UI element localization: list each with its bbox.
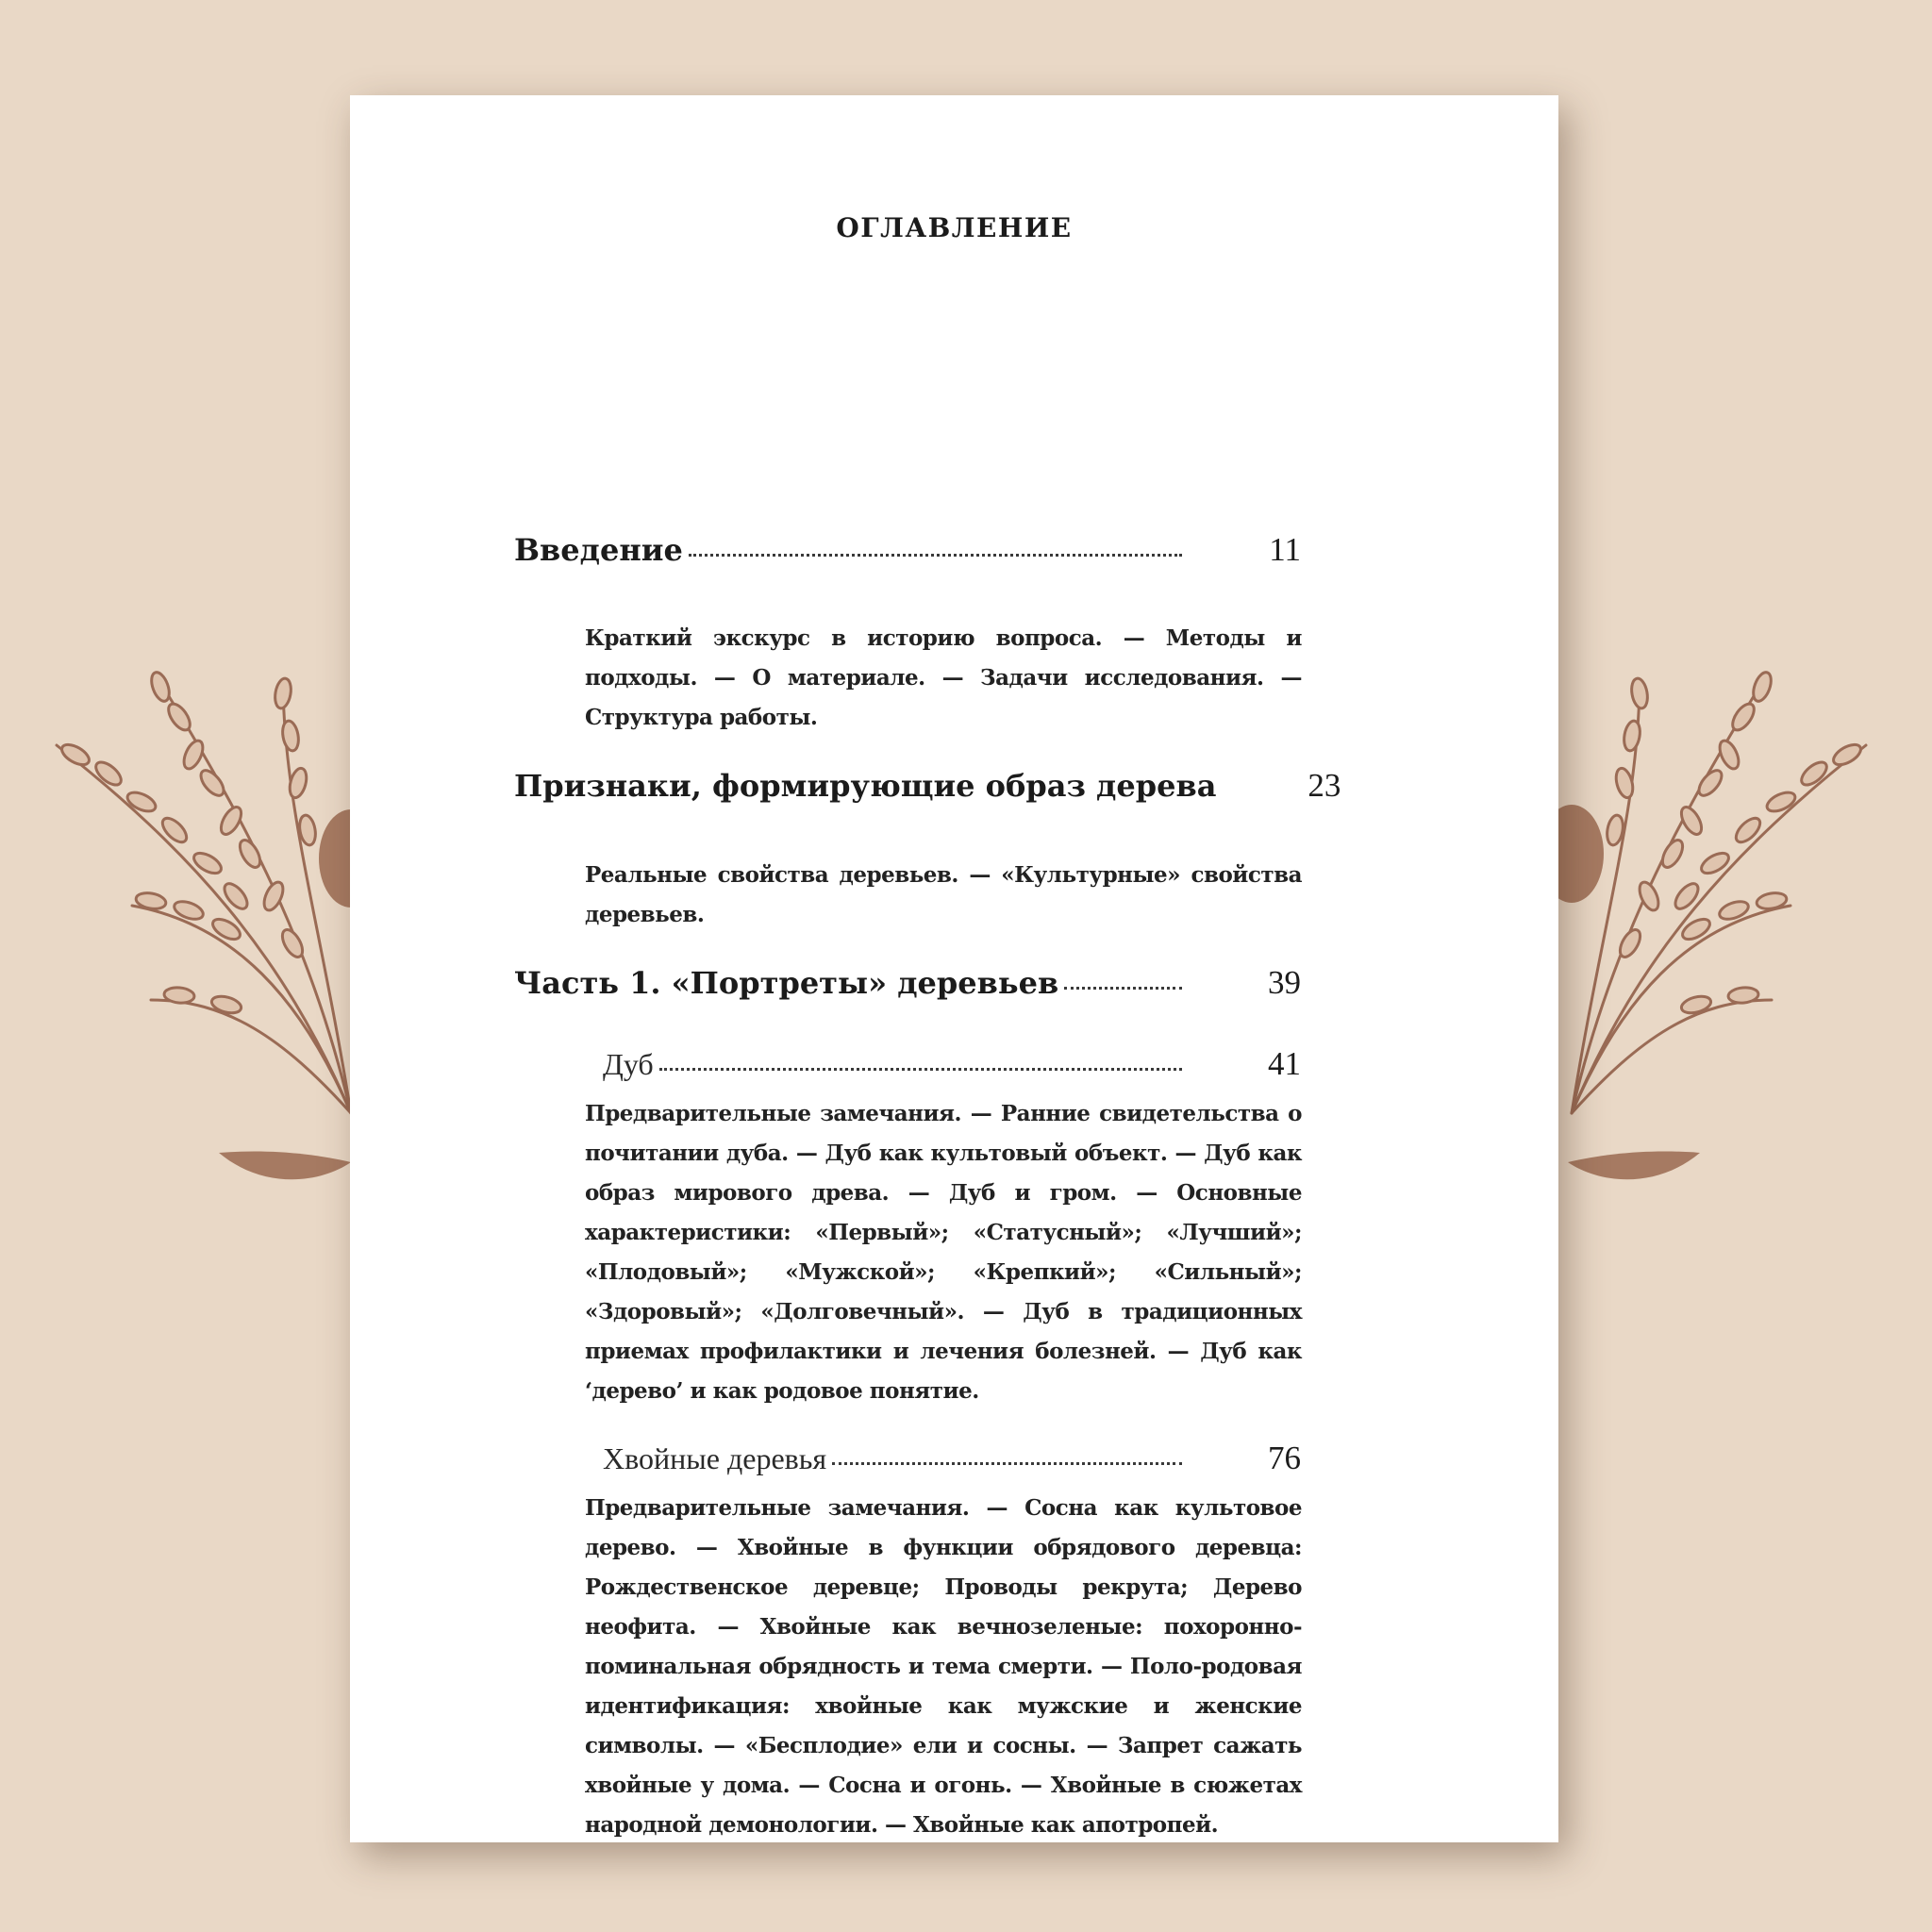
- toc-entry-description: Предварительные замечания. — Сосна как культовое дерево. — Хвойные в функции обрядового деревца: Рождественское деревце; Проводы рекрута; Дерево неофита. — Хвойные как вечнозеленые: похоронно-поминальная обрядность и тема смерти. — Поло-родовая идентификация: хвойные как мужские и женские символы. — «Бесплодие» ели и сосны. — Запрет сажать хвойные у дома. — Сосна и огонь. — Хвойные в сюжетах народной демонологии. — Хвойные как апотропей.: [585, 1495, 1302, 1838]
- book-page: [350, 95, 1558, 1842]
- toc-entry-title: Дуб: [603, 1047, 654, 1081]
- toc-entry-part-1[interactable]: [514, 964, 1301, 1002]
- toc-entry-conifers[interactable]: [603, 1440, 1301, 1477]
- left-leaf-icon: [219, 1151, 351, 1179]
- toc-entry-title: Признаки, формирующие образ дерева: [514, 768, 1217, 804]
- toc-entry-oak[interactable]: [603, 1045, 1301, 1083]
- toc-entry-page: 23: [1307, 767, 1341, 804]
- toc-entry-description: Предварительные замечания. — Ранние свидетельства о почитании дуба. — Дуб как культовый объект. — Дуб как образ мирового древа. — Дуб и гром. — Основные характеристики: «Первый»; «Статусный»; «Лучший»; «Плодовый»; «Мужской»; «Крепкий»; «Сильный»; «Здоровый»; «Долговечный». — Дуб в традиционных приемах профилактики и лечения болезней. — Дуб как ‘дерево’ и как родовое понятие.: [585, 1101, 1302, 1404]
- toc-entry-introduction[interactable]: [514, 531, 1301, 569]
- toc-entry-title: Введение: [514, 532, 683, 568]
- dot-leader: [689, 554, 1182, 557]
- toc-entry-title: Хвойные деревья: [603, 1441, 827, 1475]
- toc-title: ОГЛАВЛЕНИЕ: [836, 212, 1073, 243]
- toc-entry-description: Реальные свойства деревьев. — «Культурные» свойства деревьев.: [585, 862, 1302, 927]
- right-leaf-icon: [1568, 1151, 1700, 1179]
- toc-entry-page: 39: [1268, 964, 1301, 1001]
- toc-entry-page: 41: [1268, 1045, 1301, 1082]
- toc-entry-page: 76: [1268, 1440, 1301, 1476]
- dot-leader: [659, 1068, 1182, 1071]
- toc-entry-description: Краткий экскурс в историю вопроса. — Методы и подходы. — О материале. — Задачи исследования. — Структура работы.: [585, 625, 1302, 730]
- toc-entry-page: 11: [1269, 531, 1301, 568]
- toc-entry-title: Часть 1. «Портреты» деревьев: [514, 965, 1059, 1001]
- dot-leader: [1064, 987, 1182, 990]
- dot-leader: [832, 1462, 1182, 1465]
- toc-entry-tree-features[interactable]: [514, 767, 1341, 805]
- left-willow-buds-icon: [58, 670, 318, 1016]
- right-willow-buds-icon: [1605, 670, 1864, 1016]
